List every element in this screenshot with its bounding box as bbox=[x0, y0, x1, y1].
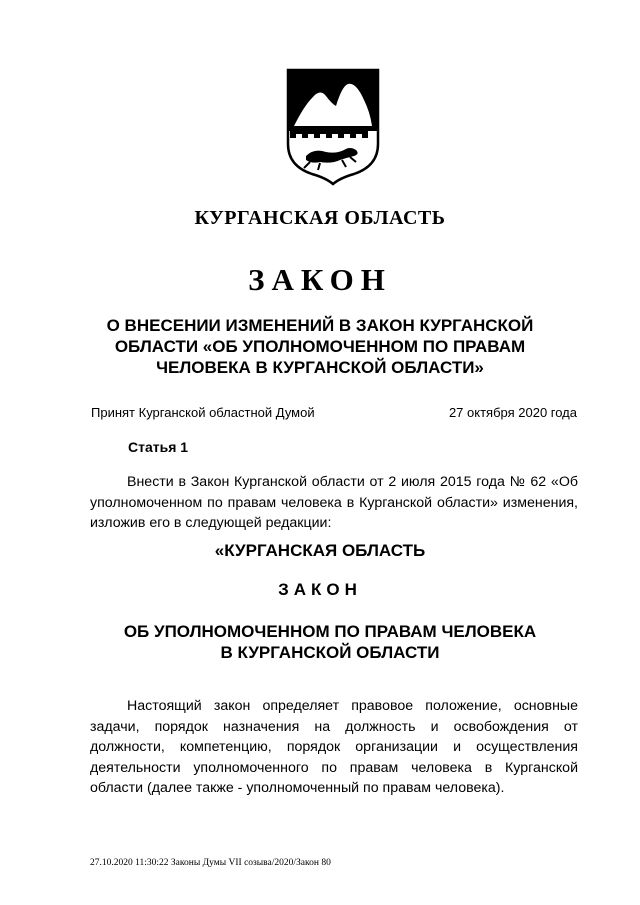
law-title-line: ОБЛАСТИ «ОБ УПОЛНОМОЧЕННОМ ПО ПРАВАМ bbox=[114, 337, 526, 356]
law-title bbox=[80, 315, 560, 378]
adopted-by: Принят Курганской областной Думой bbox=[91, 405, 315, 420]
quoted-law-title bbox=[100, 621, 560, 663]
kurgan-coat-of-arms-icon bbox=[284, 66, 382, 186]
article-text: Внести в Закон Курганской области от 2 июля 2015 года № 62 «Об уполномоченном по правам человека в Курганской области» изменения, изложив его в следующей редакции: bbox=[90, 474, 578, 531]
law-title-line: О ВНЕСЕНИИ ИЗМЕНЕНИЙ В ЗАКОН КУРГАНСКОЙ bbox=[106, 316, 534, 335]
quoted-region-title: «КУРГАНСКАЯ ОБЛАСТЬ bbox=[214, 541, 426, 560]
quoted-law-heading: ЗАКОН bbox=[278, 580, 362, 599]
region-title: КУРГАНСКАЯ ОБЛАСТЬ bbox=[194, 207, 446, 229]
article-heading: Статья 1 bbox=[128, 439, 189, 455]
footer-stamp: 27.10.2020 11:30:22 Законы Думы VII созыва/2020/Закон 80 bbox=[90, 858, 331, 868]
adoption-row bbox=[91, 405, 577, 423]
law-heading: ЗАКОН bbox=[248, 262, 392, 297]
adoption-date: 27 октября 2020 года bbox=[448, 405, 577, 420]
preamble-text: Настоящий закон определяет правовое положение, основные задачи, порядок назначения на должность и освобождения от должности, компетенцию, порядок организации и осуществления деятельности уполномоченного по правам человека в Курганской области (далее также - уполномоченный по правам человека). bbox=[90, 698, 578, 796]
quoted-law-title-line: В КУРГАНСКОЙ ОБЛАСТИ bbox=[220, 643, 440, 662]
law-title-line: ЧЕЛОВЕКА В КУРГАНСКОЙ ОБЛАСТИ» bbox=[156, 358, 484, 377]
quoted-law-title-line: ОБ УПОЛНОМОЧЕННОМ ПО ПРАВАМ ЧЕЛОВЕКА bbox=[123, 622, 537, 641]
